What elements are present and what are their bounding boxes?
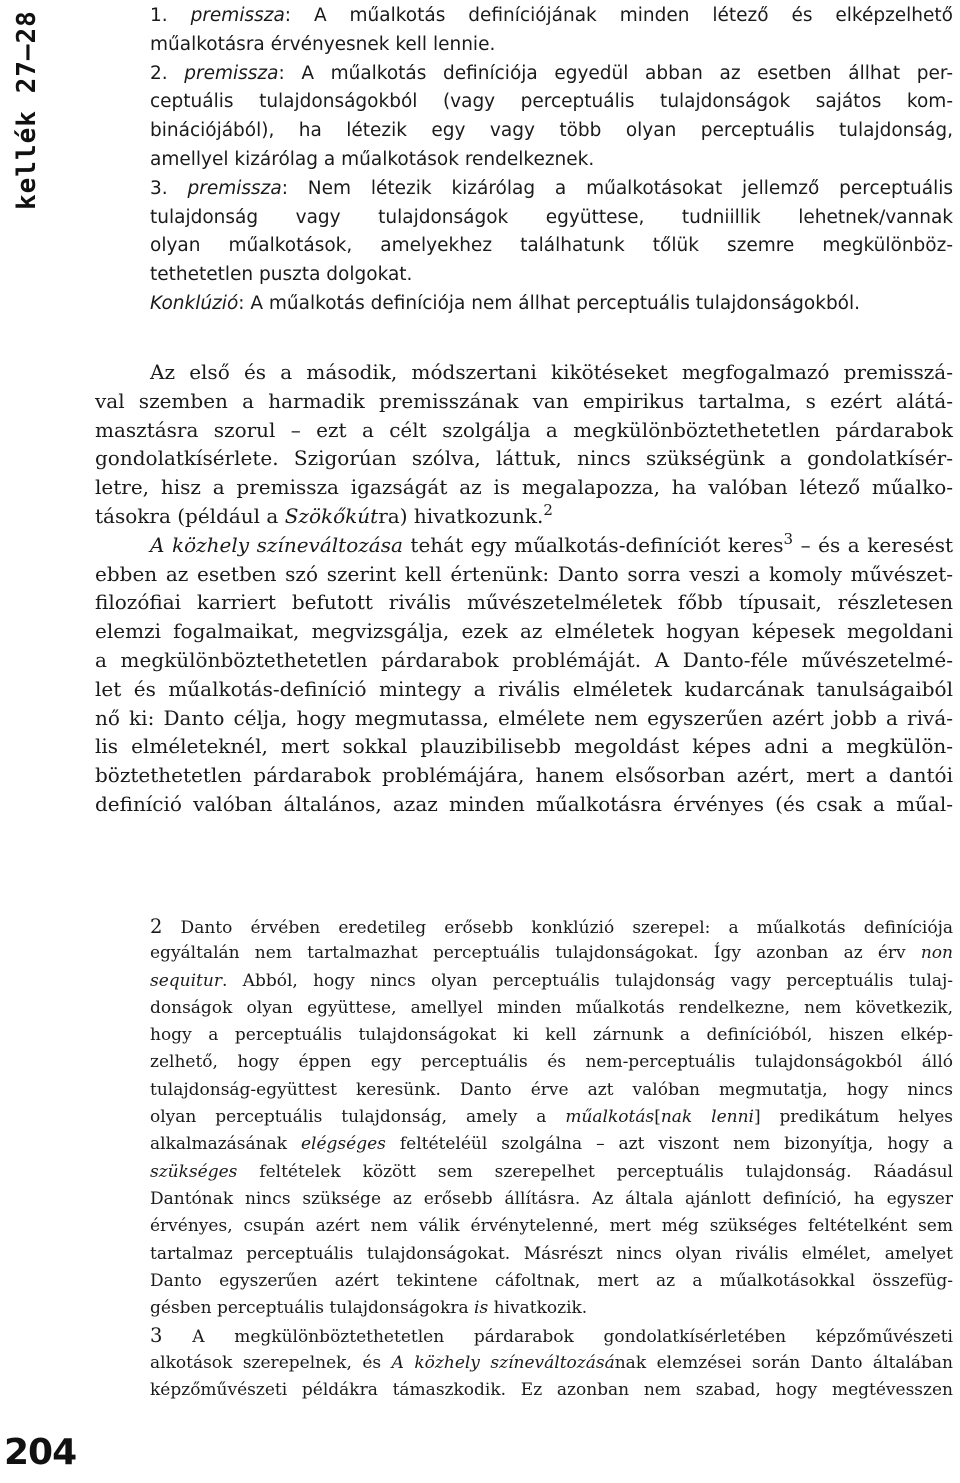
premise-3-line: 3. premissza: Nem létezik kizárólag a műalkotásokat jellemző perceptuális — [150, 177, 953, 199]
body-paragraphs — [95, 358, 953, 819]
footnote-line: Danto egyszerűen azért tekintene cáfoltnak, mert az a műalkotásokkal összefüg- — [150, 1270, 953, 1291]
premise-1-cont: műalkotásra érvényesnek kell lennie. — [150, 33, 496, 55]
body-line: ebben az esetben szó szerint kell értenünk: Danto sorra veszi a komoly művészet- — [95, 561, 953, 586]
footnote-line: Dantónak nincs szüksége az erősebb állításra. Az általa ajánlott definíció, ha egyszer — [150, 1188, 953, 1209]
footnote-ref-2[interactable]: 2 — [543, 500, 553, 519]
premise-2-cont: amellyel kizárólag a műalkotások rendelkeznek. — [150, 148, 595, 170]
premise-2-cont: binációjából), ha létezik egy vagy több olyan perceptuális tulajdonság, — [150, 120, 953, 142]
footnote-line: tulajdonság-együttest keresünk. Danto érve azt valóban megmutatja, hogy nincs — [150, 1079, 953, 1100]
premise-3-cont: tethetetlen puszta dolgokat. — [150, 264, 413, 286]
body-line: tásokra (például a Szökőkútra) hivatkozunk.$^2$ — [95, 500, 553, 528]
journal-side-label: kellék 27–28 — [12, 10, 42, 210]
body-line: gondolatkísérlete. Szigorúan szólva, láttuk, nincs szükségünk a gondolatkísér- — [95, 446, 953, 471]
premise-2-cont: ceptuális tulajdonságokból (vagy perceptuális tulajdonságok sajátos kom- — [150, 91, 953, 113]
footnote-line: képzőművészeti példákra támaszkodik. Ez azonban nem szabad, hogy megtévesszen — [150, 1380, 953, 1401]
body-line: böztethetetlen párdarabok problémájára, hanem elsősorban azért, mert a dantói — [95, 763, 953, 788]
body-line: nő ki: Danto célja, hogy megmutassa, elmélete nem egyszerűen azért jobb a rivá- — [95, 705, 953, 730]
premise-3-cont: olyan műalkotások, amelyekhez találhatunk tőlük szemre megkülönböz- — [150, 235, 953, 257]
footnote-2: 2 Danto érvében eredetileg erősebb konklúzió szerepel: a műalkotás definíciója — [150, 915, 953, 938]
body-line: Az első és a második, módszertani kikötéseket megfogalmazó premisszá- — [150, 360, 953, 384]
footnote-line: alkotások szerepelnek, és A közhely színeváltozásának elemzései során Danto általában — [150, 1352, 954, 1373]
footnote-line: szükséges feltételek között sem szerepelhet perceptuális tulajdonság. Ráadásul — [150, 1161, 953, 1182]
body-line: a megkülönböztethetetlen párdarabok problémáját. A Danto-féle művészetelmé- — [95, 647, 953, 672]
footnote-line: hogy a perceptuális tulajdonságokat ki kell zárnunk a definícióból, hiszen elkép- — [150, 1025, 953, 1046]
footnote-3: 3 A megkülönböztethetetlen párdarabok gondolatkísérletében képzőművészeti — [150, 1324, 953, 1348]
footnote-line: olyan perceptuális tulajdonság, amely a műalkotás[nak lenni] predikátum helyes — [150, 1107, 953, 1128]
footnote-ref-3[interactable]: 3 — [783, 529, 794, 548]
body-line: definíció valóban általános, azaz minden műalkotásra érvényes (és csak a műal- — [95, 791, 953, 816]
footnote-line: érvényes, csupán azért nem válik érvénytelenné, mert még szükséges feltételként sem — [150, 1216, 953, 1237]
footnote-line: zelhető, hogy éppen egy perceptuális és nem-perceptuális tulajdonságokból álló — [150, 1052, 953, 1073]
body-line: val szemben a harmadik premisszának van empirikus tartalma, s ezért alátá- — [95, 388, 953, 413]
body-line: lis elméleteknél, mert sokkal plauzibilisebb megoldást képes adni a megkülön- — [95, 734, 953, 759]
conclusion-line: Konklúzió: A műalkotás definíciója nem állhat perceptuális tulajdonságokból. — [150, 292, 861, 314]
body-line: letre, hisz a premissza igazságát az is megalapozza, ha valóban létező műalko- — [95, 475, 953, 500]
page-number: 204 — [4, 1432, 77, 1473]
footnote-line: egyáltalán nem tartalmazhat perceptuális tulajdonságokat. Így azonban az érv non — [150, 943, 953, 964]
footnote-line: alkalmazásának elégséges feltételéül szolgálna – azt viszont nem bizonyítja, hogy a — [150, 1134, 953, 1155]
footnote-line: donságok olyan együttese, amellyel minden műalkotás rendelkezne, nem következik, — [150, 997, 953, 1018]
premise-1-line: 1. premissza: A műalkotás definíciójának minden létező és elképzelhető — [150, 5, 953, 26]
body-line: let és műalkotás-definíció mintegy a rivális elméletek kudarcának tanulságaiból — [95, 676, 953, 701]
footnote-line: tartalmaz perceptuális tulajdonságokat. Másrészt nincs olyan rivális elmélet, amelyet — [150, 1243, 953, 1264]
premises-block — [95, 2, 953, 319]
body-line: A közhely színeváltozása tehát egy műalkotás-definíciót keres$^3$ – és a keresést — [150, 529, 954, 557]
body-line: filozófiai karriert befutott rivális művészetelméletek főbb típusait, részletesen — [95, 590, 953, 615]
body-line: elemzi fogalmaikat, megvizsgálja, ezek az elméletek hogyan képesek megoldani — [95, 619, 953, 644]
footnotes — [95, 913, 953, 1404]
premise-3-cont: tulajdonság vagy tulajdonságok együttese, tudniillik lehetnek/vannak — [150, 206, 953, 228]
footnote-line: sequitur. Abból, hogy nincs olyan perceptuális tulajdonság vagy perceptuális tulaj- — [150, 970, 953, 991]
premise-2-line: 2. premissza: A műalkotás definíciója egyedül abban az esetben állhat per- — [150, 62, 953, 84]
body-line: masztásra szorul – ezt a célt szolgálja a megkülönböztethetetlen párdarabok — [95, 417, 953, 442]
footnote-line: gésben perceptuális tulajdonságokra is hivatkozik. — [150, 1298, 588, 1319]
